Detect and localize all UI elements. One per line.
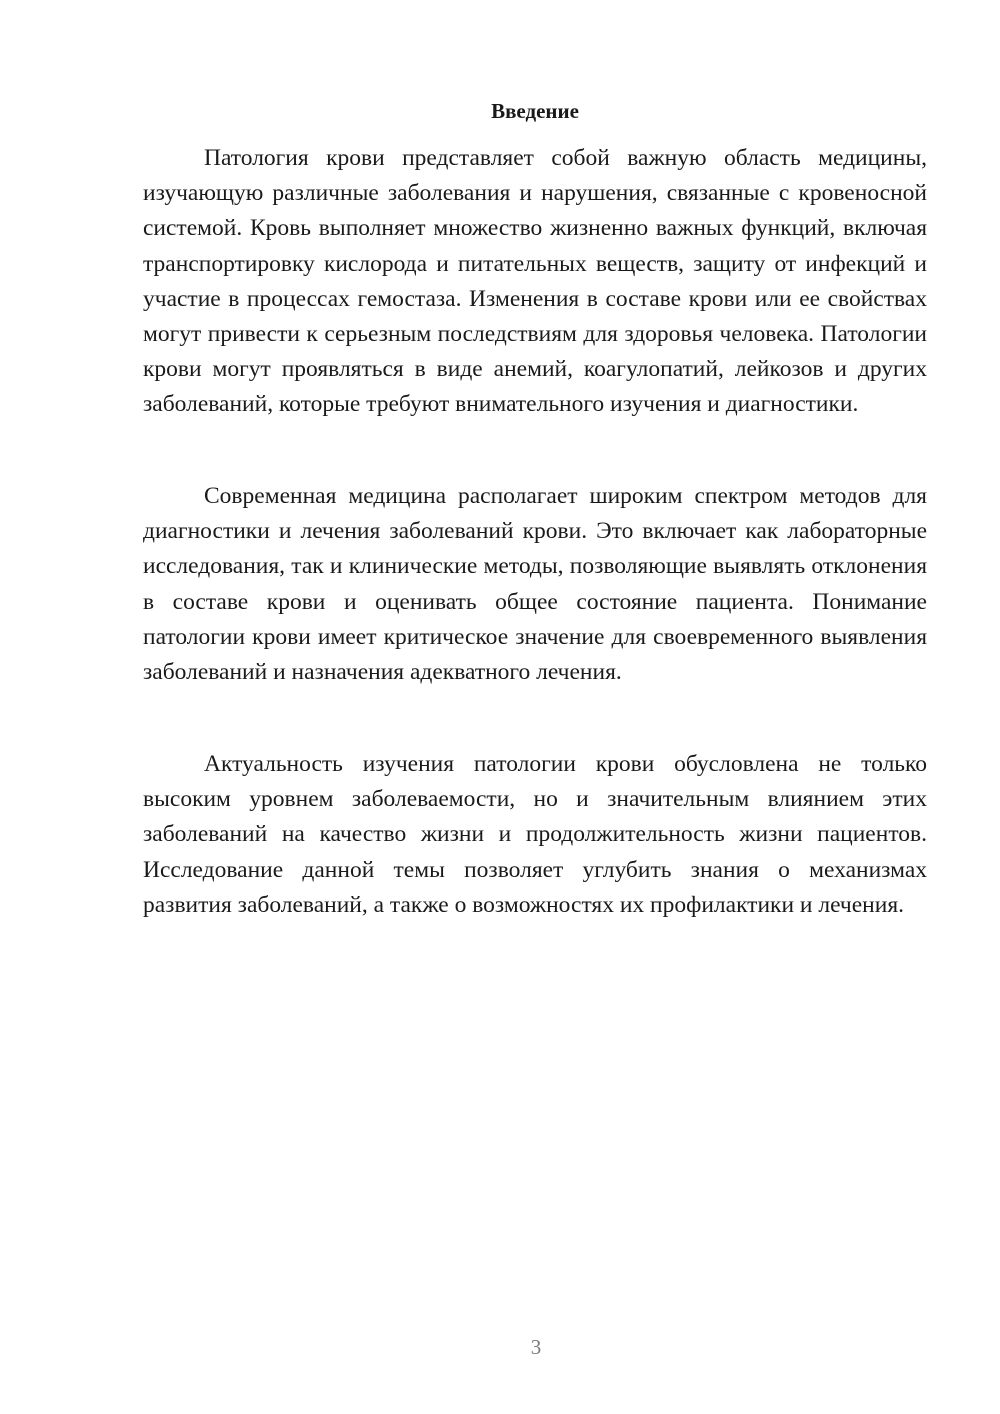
paragraph-2: Современная медицина располагает широким спектром методов для диагностики и лечения заболеваний крови. Это включает как лабораторные исследования, так и клинические методы, позволяющие выявлять отклонения в составе крови и оценивать общее состояние пациента. Понимание патологии крови имеет критическое значение для своевременного выявления заболеваний и назначения адекватного лечения. [143,483,927,686]
section-heading: Введение [491,99,579,123]
paragraph-3: Актуальность изучения патологии крови обусловлена не только высоким уровнем заболеваемости, но и значительным влиянием этих заболеваний на качество жизни и продолжительность жизни пациентов. Исследование данной темы позволяет углубить знания о механизмах развития заболеваний, а также о возможностях их профилактики и лечения. [143,751,927,918]
page-number: 3 [530,1335,542,1359]
paragraph-1: Патология крови представляет собой важную область медицины, изучающую различные заболевания и нарушения, связанные с кровеносной системой. Кровь выполняет множество жизненно важных функций, включая транспортировку кислорода и питательных веществ, защиту от инфекций и участие в процессах гемостаза. Изменения в составе крови или ее свойствах могут привести к серьезным последствиям для здоровья человека. Патологии крови могут проявляться в виде анемий, коагулопатий, лейкозов и других заболеваний, которые требуют внимательного изучения и диагностики. [143,145,927,418]
